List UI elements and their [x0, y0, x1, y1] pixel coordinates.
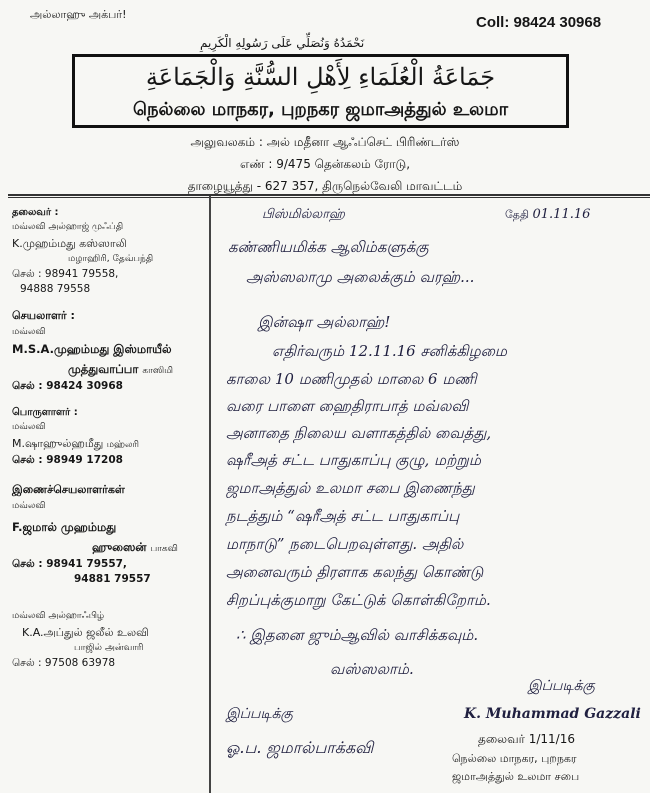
letter-reference: பிஸ்மில்லாஹ் [262, 207, 345, 222]
president-phone: செல் : 98941 79558, [12, 268, 119, 280]
body-line-2: காலை 10 மணிமுதல் மாலை 6 மணி [226, 370, 477, 388]
joint-name-line2 [92, 540, 204, 556]
secretary-name: M.S.A.முஹம்மது இஸ்மாயீல் [12, 342, 172, 356]
date-value: 01.11.16 [532, 207, 591, 222]
arabic-invocation: نَحْمَدُهُ وَنُصَلِّي عَلَى رَسُولِهِ الْكَرِيمِ [200, 36, 365, 50]
top-slogan: அல்லாஹு அக்பர்! [30, 8, 127, 21]
secretary-name-2: முத்துவாப்பா [68, 362, 139, 376]
header-phone: Coll: 98424 30968 [476, 14, 602, 31]
joint-title: மவ்லவி [12, 501, 46, 511]
joint2-phone: செல் : 97508 63978 [12, 657, 116, 669]
body-line-3: வரை பாளை ஹைதிராபாத் மவ்லவி [226, 397, 469, 415]
treasurer-suffix: மஹ்லரி [106, 440, 140, 450]
treasurer-phone: செல் : 98949 17208 [12, 454, 123, 466]
joint2-name: K.A.அப்துல் ஜலீல் உலவி [22, 626, 149, 639]
joint-name-2: ஹுஸைன் [92, 540, 147, 554]
right-org-line-1: நெல்லை மாநகர, புறநகர [452, 752, 577, 765]
secretary-name-line2 [68, 362, 204, 378]
date-label: தேதி [505, 208, 529, 221]
body-line-8: மாநாடு” நடைபெறவுள்ளது. அதில் [226, 535, 464, 553]
secretary-phone: செல் : 98424 30968 [12, 380, 123, 392]
date-line [505, 207, 590, 223]
right-title: தலைவர் 1/11/16 [478, 732, 575, 746]
president-role: தலைவர் : [12, 207, 59, 218]
header-divider [8, 194, 650, 196]
address-line-1: அலுவலகம் : அல் மதீனா ஆஃப்செட் பிரிண்டர்ஸ் [190, 135, 460, 149]
treasurer-role: பொருளாளர் : [12, 407, 78, 418]
left-signature: ஓ.ப. ஜமால்பாக்கவி [226, 738, 374, 757]
body-line-4: அனாதை நிலைய வளாகத்தில் வைத்து, [226, 424, 492, 442]
address-line-3: தாழையூத்து - 627 357, திருநெல்வேலி மாவட்டம் [187, 179, 463, 193]
body-line-7: நடத்தும் “ஷரீஅத் சட்ட பாதுகாப்பு [226, 507, 460, 525]
address-line-2: எண் : 9/475 தென்கலம் ரோடு, [239, 157, 411, 171]
president-phone-2: 94888 79558 [20, 283, 91, 295]
header-divider-thin [8, 197, 650, 198]
organization-title: நெல்லை மாநகர, புறநகர ஜமாஅத்துல் உலமா [133, 99, 508, 120]
president-name: K.முஹம்மது கஸ்ஸாலி [12, 237, 127, 250]
treasurer-name-line [12, 437, 204, 452]
right-signature: K. Muhammad Gazzali [464, 706, 641, 722]
secretary-section [12, 309, 204, 393]
salutation-line-2: அஸ்ஸலாமு அலைக்கும் வரஹ்... [246, 268, 475, 286]
right-signoff-label: இப்படிக்கு [528, 678, 595, 694]
closing-line: வஸ்ஸலாம். [330, 660, 414, 678]
body-line-6: ஜமாஅத்துல் உலமா சபை இணைந்து [226, 479, 475, 497]
body-line-5: ஷரீஅத் சட்ட பாதுகாப்பு குழு, மற்றும் [226, 451, 481, 469]
secretary-suffix: காஸிமி [142, 366, 173, 376]
joint-phone: செல் : 98941 79557, [12, 558, 127, 570]
joint2-qualification: பாஜில் அன்வாரி [74, 643, 144, 653]
joint-secretaries-role: இணைச்செயலாளர்கள் [12, 483, 125, 496]
body-line-9: அனைவரும் திரளாக கலந்து கொண்டு [226, 563, 484, 581]
treasurer-name: M.ஷாஹுல்ஹமீது [12, 437, 104, 450]
letterhead-box [72, 54, 569, 128]
joint-name: F.ஜமால் முஹம்மது [12, 520, 117, 534]
joint-secretary-2-section [12, 611, 204, 670]
treasurer-section [12, 407, 204, 467]
joint-suffix: பாகவி [150, 544, 178, 554]
office-bearers-sidebar [12, 207, 204, 680]
sidebar-divider [209, 196, 211, 793]
president-qualification: மழாஹிரி, தேவ்பந்தி [68, 254, 154, 264]
secretary-title: மவ்லவி [12, 327, 46, 337]
salutation-line-1: கண்ணியமிக்க ஆலிம்களுக்கு [228, 238, 429, 256]
note-line: ∴ இதனை ஜும்ஆவில் வாசிக்கவும். [236, 626, 479, 644]
opening-line: இன்ஷா அல்லாஹ்! [258, 313, 391, 331]
president-title: மவ்லவி அல்ஹாஜ் முஃப்தி [12, 222, 124, 232]
secretary-role: செயலாளர் : [12, 309, 75, 322]
body-line-1: எதிர்வரும் 12.11.16 சனிக்கிழமை [272, 342, 507, 360]
joint-secretaries-section [12, 483, 204, 585]
joint2-title: மவ்லவி அல்ஹாஃபிழ் [12, 611, 105, 621]
arabic-title: جَمَاعَةُ الْعُلَمَاءِ لِأَهْلِ السُّنَّةِ وَالْجَمَاعَةِ [145, 63, 496, 91]
left-signoff-label: இப்படிக்கு [226, 706, 293, 722]
right-org-line-2: ஜமாஅத்துல் உலமா சபை [452, 770, 580, 783]
body-line-10: சிறப்புக்குமாறு கேட்டுக் கொள்கிறோம். [226, 591, 491, 609]
joint-phone-2: 94881 79557 [74, 573, 151, 585]
treasurer-title: மவ்லவி [12, 422, 46, 432]
president-section [12, 207, 204, 295]
